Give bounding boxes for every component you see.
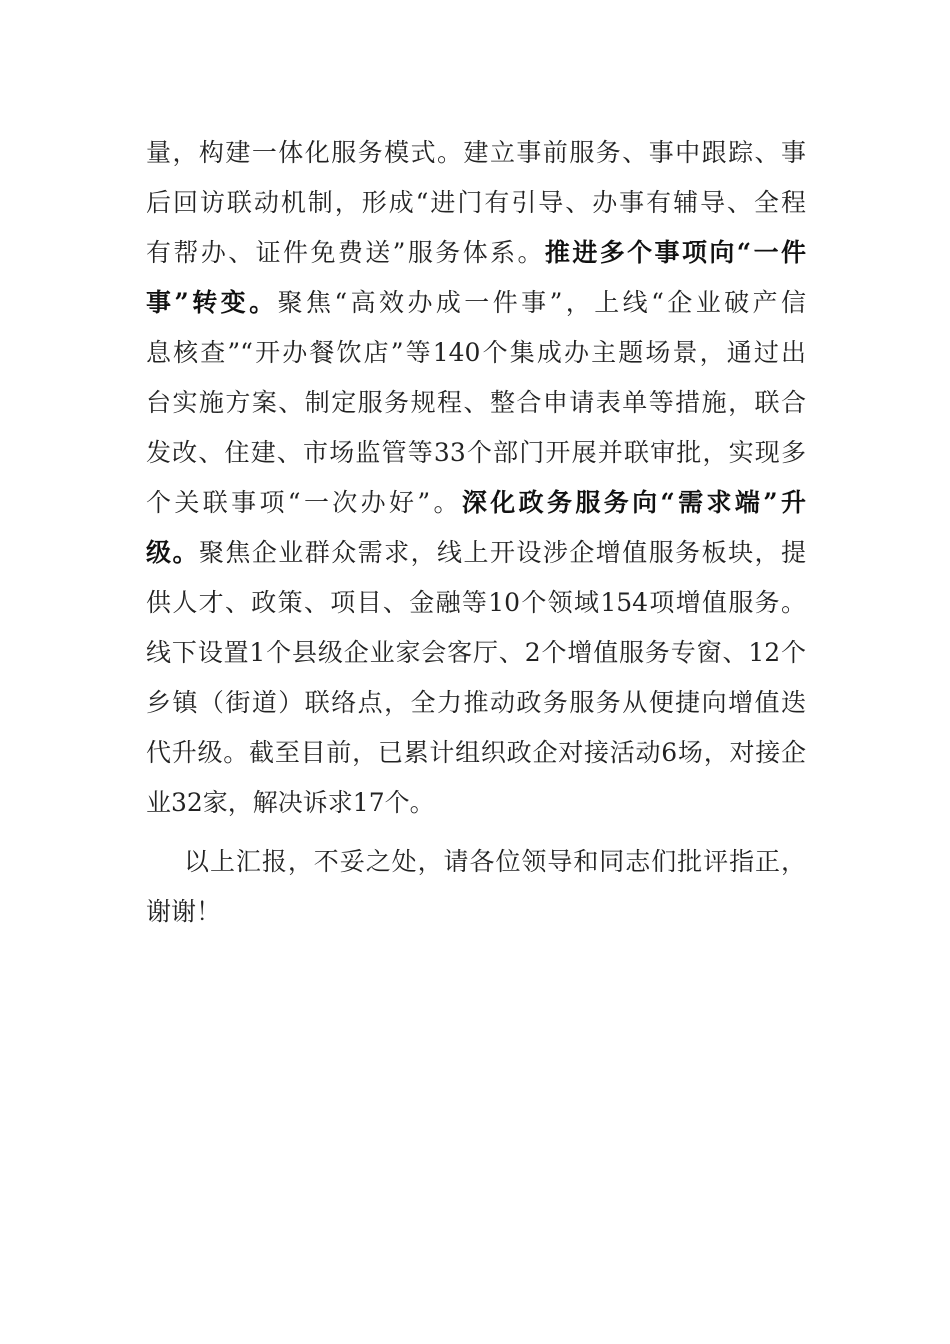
body-text-line <box>146 683 806 723</box>
text-run: 业32家，解决诉求17个。 <box>146 788 435 817</box>
text-run: 个关联事项“一次办好”。 <box>146 488 462 517</box>
closing-text-line <box>184 842 806 882</box>
closing-text-line <box>146 892 806 932</box>
text-run: 乡镇（街道）联络点，全力推动政务服务从便捷向增值迭 <box>146 688 806 717</box>
text-run: 供人才、政策、项目、金融等10个领域154项增值服务。 <box>146 588 806 617</box>
body-text-line <box>146 533 806 573</box>
body-text-line <box>146 183 806 223</box>
body-text-line <box>146 483 806 523</box>
body-text-line <box>146 733 806 773</box>
bold-heading-run: 推进多个事项向“一件 <box>544 238 806 267</box>
text-run: 以上汇报，不妥之处，请各位领导和同志们批评指正， <box>184 847 806 876</box>
text-run: 后回访联动机制，形成“进门有引导、办事有辅导、全程 <box>146 188 806 217</box>
text-run: 聚焦企业群众需求，线上开设涉企增值服务板块，提 <box>198 538 806 567</box>
body-text-line <box>146 133 806 173</box>
body-text-line <box>146 783 806 823</box>
bold-heading-run: 级。 <box>146 538 199 567</box>
body-text-line <box>146 383 806 423</box>
body-text-line <box>146 233 806 273</box>
bold-heading-run: 事”转变。 <box>146 288 278 317</box>
text-run: 发改、住建、市场监管等33个部门开展并联审批，实现多 <box>146 438 806 467</box>
text-run: 谢谢！ <box>146 897 222 926</box>
text-run: 聚焦“高效办成一件事”，上线“企业破产信 <box>277 288 806 317</box>
body-text-line <box>146 633 806 673</box>
text-run: 线下设置1个县级企业家会客厅、2个增值服务专窗、12个 <box>146 638 806 667</box>
text-run: 有帮办、证件免费送”服务体系。 <box>146 238 545 267</box>
body-text-line <box>146 333 806 373</box>
text-run: 息核查”“开办餐饮店”等140个集成办主题场景，通过出 <box>146 338 806 367</box>
body-text-line <box>146 433 806 473</box>
body-text-line <box>146 583 806 623</box>
bold-heading-run: 深化政务服务向“需求端”升 <box>461 488 807 517</box>
text-run: 量，构建一体化服务模式。建立事前服务、事中跟踪、事 <box>146 138 806 167</box>
body-text-line <box>146 283 806 323</box>
text-run: 代升级。截至目前，已累计组织政企对接活动6场，对接企 <box>146 738 806 767</box>
text-run: 台实施方案、制定服务规程、整合申请表单等措施，联合 <box>146 388 806 417</box>
